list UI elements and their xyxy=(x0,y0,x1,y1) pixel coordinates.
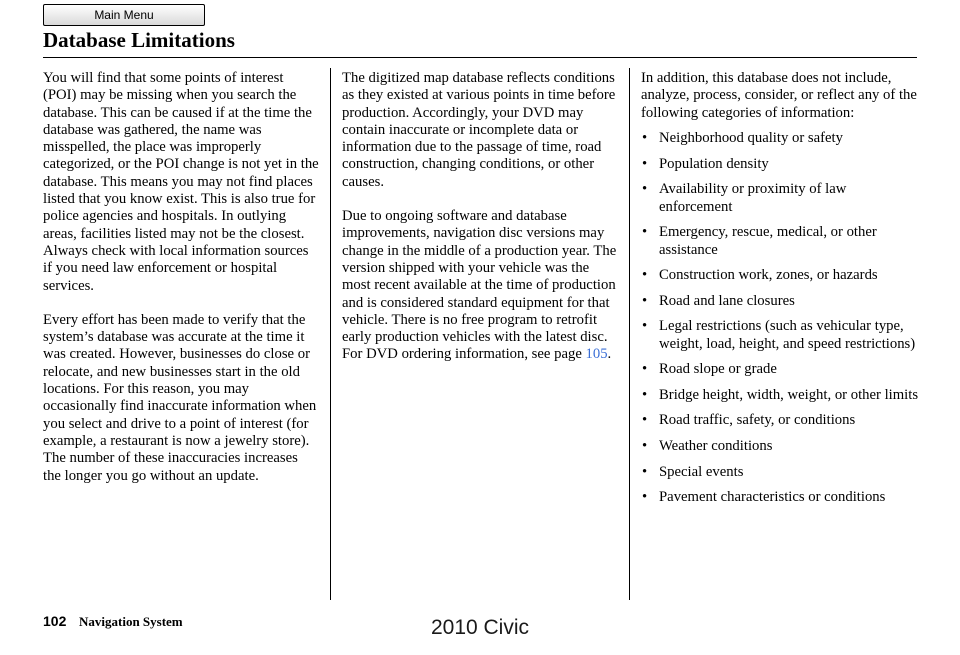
column-2-paragraph-1: The digitized map database reflects conditions as they existed at various points in time before production. Accordingly, your DVD may contain inaccurate or incomplete data or information due to the passage of time, road construction, changing conditions, or other causes. xyxy=(342,70,616,190)
column-2 xyxy=(342,70,618,381)
list-item: • Road traffic, safety, or conditions xyxy=(641,412,921,429)
categories-list xyxy=(641,130,921,506)
column-2-paragraph-2-end: . xyxy=(607,346,612,363)
list-item: • Emergency, rescue, medical, or other assistance xyxy=(641,224,921,259)
column-divider-1 xyxy=(330,68,331,600)
watermark: 2010 Civic xyxy=(430,616,530,639)
list-item: • Legal restrictions (such as vehicular type, weight, load, height, and speed restrictions) xyxy=(641,318,921,353)
page-105-link[interactable]: 105 xyxy=(585,346,608,363)
column-2-paragraph-2 xyxy=(342,208,618,364)
list-item: • Availability or proximity of law enforcement xyxy=(641,181,921,216)
column-1-paragraph-1: You will find that some points of interest (POI) may be missing when you search the database. This can be caused if at the time the database was gathered, the name was misspelled, the place was improperly categorized, or the POI change is not yet in the database. This means you may not find places listed that you know exist. This is also true for police agencies and hospitals. In outlying areas, facilities listed may not be the closest. Always check with local information sources if you need law enforcement or hospital services. xyxy=(43,70,319,294)
column-1-paragraph-2: Every effort has been made to verify that the system’s database was accurate at the time it was created. However, businesses do close or relocate, and new businesses start in the old locations. For this reason, you may occasionally find inaccurate information when you select and drive to a point of interest (for example, a restaurant is now a jewelry store). The number of these inaccuracies increases the longer you go without an update. xyxy=(43,311,317,484)
page-number: 102 xyxy=(43,613,67,629)
list-item: • Road and lane closures xyxy=(641,293,921,310)
footer-section-label: Navigation System xyxy=(79,614,183,629)
list-item: • Neighborhood quality or safety xyxy=(641,130,921,147)
list-item: • Special events xyxy=(641,464,921,481)
column-divider-2 xyxy=(629,68,630,600)
title-divider xyxy=(43,57,917,58)
page-title: Database Limitations xyxy=(43,28,235,52)
list-item: • Pavement characteristics or conditions xyxy=(641,489,921,506)
main-menu-button[interactable]: Main Menu xyxy=(43,4,205,26)
column-3-intro: In addition, this database does not include, analyze, process, consider, or reflect any of the following categories of information: xyxy=(641,70,917,121)
column-2-paragraph-2-text: Due to ongoing software and database improvements, navigation disc versions may change in the middle of a production year. The version shipped with your vehicle was the most recent available at the time of production and is considered standard equipment for that vehicle. There is no free program to retrofit early production vehicles with the latest disc. For DVD ordering information, see page xyxy=(342,208,617,363)
list-item: • Construction work, zones, or hazards xyxy=(641,267,921,284)
list-item: • Population density xyxy=(641,156,921,173)
list-item: • Bridge height, width, weight, or other limits xyxy=(641,387,921,404)
list-item: • Weather conditions xyxy=(641,438,921,455)
column-1 xyxy=(43,70,319,502)
column-3 xyxy=(641,70,921,515)
list-item: • Road slope or grade xyxy=(641,361,921,378)
